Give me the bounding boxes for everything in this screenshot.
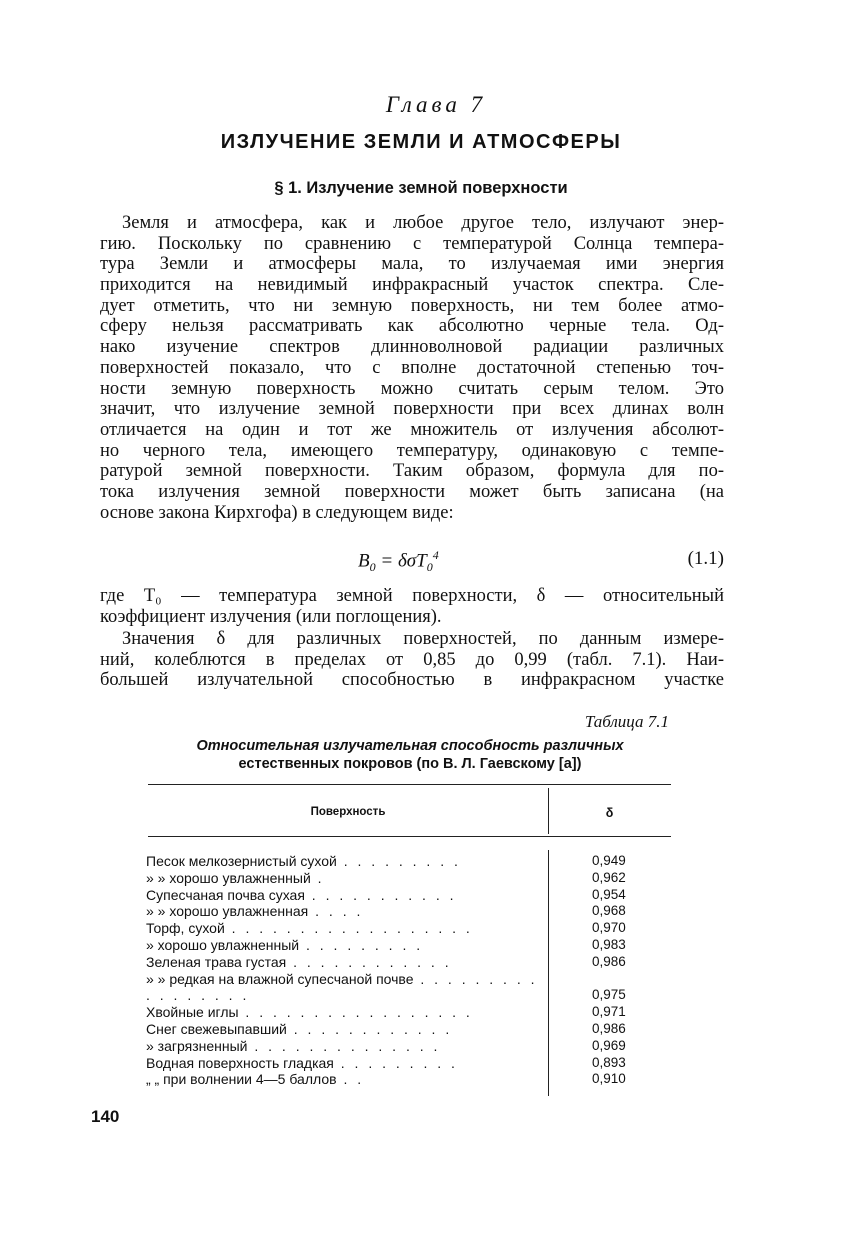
text-line: большей излучательной способностью в инфракрасном участке bbox=[100, 670, 724, 691]
table-body bbox=[146, 853, 676, 1088]
table-cell-delta: 0,986 bbox=[592, 1020, 626, 1036]
text-line: где T₀ — температура земной поверхности, δ — относительный bbox=[100, 586, 724, 606]
text-line: гию. Поскольку по сравнению с температурой Солнца темпера- bbox=[100, 233, 724, 254]
text-line: тока излучения земной поверхности может быть записана (на bbox=[100, 481, 724, 502]
equation-rhs-superscript: 4 bbox=[432, 548, 439, 562]
leader-dots: . . . . . . . . . . . bbox=[304, 886, 457, 903]
table-cell-delta: 0,962 bbox=[592, 869, 626, 885]
table-row bbox=[146, 954, 676, 971]
table-cell-delta: 0,986 bbox=[592, 953, 626, 969]
equation-number: (1.1) bbox=[687, 548, 724, 569]
text-line: нако изучение спектров длинноволновой радиации различных bbox=[100, 337, 724, 358]
table-label: Таблица 7.1 bbox=[584, 712, 669, 731]
section-title: § 1. Излучение земной поверхности bbox=[274, 179, 568, 197]
equation-lhs: B bbox=[358, 550, 370, 572]
table-row bbox=[146, 1021, 676, 1038]
surface-name: Супесчаная почва сухая bbox=[146, 886, 305, 903]
leader-dots: . . . . bbox=[308, 903, 364, 920]
surface-name: Хвойные иглы bbox=[146, 1004, 239, 1021]
table-caption-line: естественных покровов (по В. Л. Гаевскому [a]) bbox=[238, 756, 582, 772]
table-top-rule bbox=[148, 784, 671, 785]
table-cell-surface bbox=[146, 1038, 542, 1055]
table-row bbox=[146, 937, 676, 954]
table-cell-delta: 0,975 bbox=[592, 987, 626, 1003]
table-row bbox=[146, 971, 676, 1005]
table-cell-surface bbox=[146, 903, 542, 920]
surface-name: » загрязненный bbox=[146, 1037, 248, 1054]
leader-dots: . . . . . . . . . . . . . . bbox=[247, 1037, 441, 1054]
surface-name: » » хорошо увлажненный bbox=[146, 869, 311, 886]
leader-dots: . . . . . . . . . . . . . . . . . bbox=[146, 970, 538, 1004]
table-cell-delta: 0,949 bbox=[592, 853, 626, 868]
surface-name: Песок мелкозернистый сухой bbox=[146, 853, 337, 869]
table-cell-delta: 0,968 bbox=[592, 903, 626, 919]
text-line: сферу нельзя рассматривать как абсолютно черные тела. Од- bbox=[100, 316, 724, 337]
surface-name: Водная поверхность гладкая bbox=[146, 1054, 334, 1071]
table-row bbox=[146, 903, 676, 920]
table-row bbox=[146, 1004, 676, 1021]
surface-name: » » хорошо увлажненная bbox=[146, 903, 309, 920]
table-header-rule bbox=[148, 836, 671, 837]
surface-name: » » редкая на влажной супесчаной почве bbox=[146, 970, 414, 987]
leader-dots: . . . . . . . . . bbox=[333, 1054, 458, 1071]
table-row bbox=[146, 1071, 676, 1088]
equation-rhs-subscript: 0 bbox=[426, 560, 433, 575]
table-cell-delta: 0,971 bbox=[592, 1004, 626, 1020]
paragraph-definition bbox=[100, 586, 724, 627]
surface-name: „ „ при волнении 4—5 баллов bbox=[146, 1071, 337, 1088]
surface-name: » хорошо увлажненный bbox=[146, 936, 300, 953]
table-cell-surface bbox=[146, 954, 542, 971]
chapter-title: ИЗЛУЧЕНИЕ ЗЕМЛИ И АТМОСФЕРЫ bbox=[220, 131, 622, 153]
text-line: приходится на невидимый инфракрасный участок спектра. Сле- bbox=[100, 275, 724, 296]
text-line: Значения δ для различных поверхностей, по данным измере- bbox=[122, 629, 724, 649]
table-cell-delta: 0,893 bbox=[592, 1054, 626, 1070]
table-cell-surface bbox=[146, 853, 542, 870]
text-line: основе закона Кирхгофа) в следующем виде: bbox=[100, 502, 454, 523]
equation-equals: = bbox=[375, 550, 398, 572]
table-header-surface: Поверхность bbox=[310, 806, 386, 818]
table-cell-delta: 0,970 bbox=[592, 920, 626, 936]
equation-rhs: δσT bbox=[397, 550, 427, 572]
leader-dots: . . bbox=[336, 1071, 365, 1088]
page-number: 140 bbox=[91, 1107, 120, 1126]
table-cell-delta: 0,983 bbox=[592, 936, 626, 952]
table-row bbox=[146, 1038, 676, 1055]
text-line: ний, колеблются в пределах от 0,85 до 0,99 (табл. 7.1). Наи- bbox=[100, 649, 724, 670]
table-header-delta: δ bbox=[605, 806, 614, 820]
leader-dots: . . . . . . . . . . . . . . . . . bbox=[238, 1004, 473, 1021]
text-line: коэффициент излучения (или поглощения). bbox=[100, 606, 442, 627]
surface-name: Торф, сухой bbox=[146, 920, 225, 937]
leader-dots: . . . . . . . . . . . . bbox=[286, 1020, 453, 1037]
leader-dots: . . . . . . . . . bbox=[336, 853, 461, 869]
equation-row bbox=[100, 548, 724, 574]
table-row bbox=[146, 853, 676, 870]
text-line: значит, что излучение земной поверхности при всех длинах волн bbox=[100, 399, 724, 420]
table-row bbox=[146, 1055, 676, 1072]
table-cell-delta: 0,954 bbox=[592, 886, 626, 902]
table-cell-delta: 0,969 bbox=[592, 1037, 626, 1053]
table-cell-surface bbox=[146, 1004, 542, 1021]
table-row bbox=[146, 870, 676, 887]
chapter-label: Глава 7 bbox=[385, 92, 487, 117]
table-cell-surface bbox=[146, 1055, 542, 1072]
leader-dots: . . . . . . . . . . . . bbox=[286, 953, 452, 970]
text-line: ратурой земной поверхности. Таким образом, формула для по- bbox=[100, 461, 724, 482]
table-caption-line: Относительная излучательная способность различных bbox=[196, 738, 624, 754]
text-line: отличается на один и тот же множитель от излучения абсолют- bbox=[100, 419, 724, 440]
surface-name: Снег свежевыпавший bbox=[146, 1020, 287, 1037]
paragraph-intro bbox=[100, 213, 724, 523]
leader-dots: . . . . . . . . . . . . . . . . . . bbox=[224, 920, 473, 937]
table-cell-surface bbox=[146, 971, 542, 1005]
text-line: тура Земли и атмосферы мала, то излучаемая ими энергия bbox=[100, 254, 724, 275]
table-cell-surface bbox=[146, 870, 542, 887]
table-cell-surface bbox=[146, 1021, 542, 1038]
table-cell-surface bbox=[146, 920, 542, 937]
table-cell-surface bbox=[146, 1071, 542, 1088]
equation-lhs-subscript: 0 bbox=[369, 560, 376, 575]
text-line: но черного тела, имеющего температуру, одинаковую с темпе- bbox=[100, 440, 724, 461]
text-line: поверхностей показало, что с вполне достаточной степенью точ- bbox=[100, 357, 724, 378]
leader-dots: . . . . . . . . . bbox=[299, 936, 424, 953]
text-line: дует отметить, что ни земную поверхность, ни тем более атмо- bbox=[100, 295, 724, 316]
table-cell-surface bbox=[146, 887, 542, 904]
table-cell-delta: 0,910 bbox=[592, 1071, 626, 1087]
table-row bbox=[146, 920, 676, 937]
table-caption bbox=[150, 737, 670, 773]
text-line: ности земную поверхность можно считать серым телом. Это bbox=[100, 378, 724, 399]
equation bbox=[358, 548, 439, 575]
paragraph-values bbox=[100, 629, 724, 691]
leader-dots: . bbox=[310, 869, 325, 886]
text-line: Земля и атмосфера, как и любое другое тело, излучают энер- bbox=[122, 213, 724, 233]
surface-name: Зеленая трава густая bbox=[146, 953, 287, 970]
table-row bbox=[146, 887, 676, 904]
table-cell-surface bbox=[146, 937, 542, 954]
